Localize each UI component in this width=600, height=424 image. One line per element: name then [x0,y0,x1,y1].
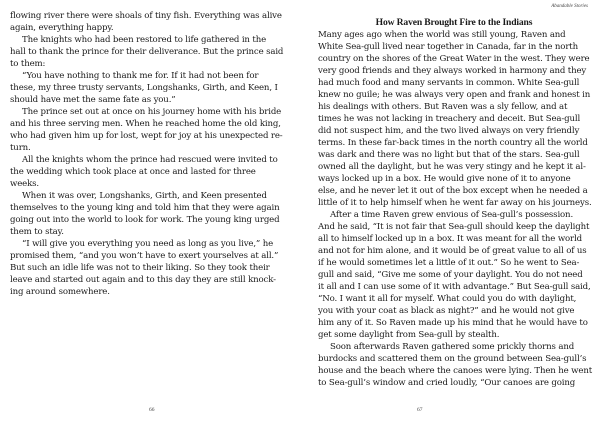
text-line: And he said, “It is not fair that Sea-gull should keep the daylight [318,222,590,232]
text-line: The prince set out at once on his journey home with his bride [22,107,282,117]
right-page-body [318,17,593,389]
text-line: who had given him up for lost, wept for joy at his unexpected re- [10,131,283,141]
text-line: little of it to help himself when he went far away on his journeys. [318,198,592,208]
text-line: and his three serving men. When he reached home the old king, [10,119,281,129]
text-line: all to himself locked up in a box. It was meant for all the world [318,234,582,244]
story-title: How Raven Brought Fire to the Indians [375,17,533,28]
text-line: knew no guile; he was always very open and frank and honest in [318,90,591,100]
running-head: Abandable Stories [551,4,588,9]
text-line: flowing river there were shoals of tiny fish. Everything was alive [10,11,282,21]
text-line: if he would sometimes let a little of it out.” So he went to Sea- [318,258,580,268]
right-page [300,0,600,424]
text-line: After a time Raven grew envious of Sea-gull’s possession. [330,210,574,220]
text-line: the wedding which took place at once and lasted for three [10,167,256,177]
text-line: themselves to the young king and told him that they were again [10,203,280,213]
text-line: Many ages ago when the world was still young, Raven and [318,30,566,40]
text-line: these, my three trusty servants, Longshanks, Girth, and Keen, I [10,83,278,93]
text-line: hall to thank the prince for their deliverance. But the prince said [10,47,284,57]
text-line: When it was over, Longshanks, Girth, and Keen presented [22,191,267,201]
text-line: promised them, “and you won’t have to exert yourselves at all.” [10,251,279,261]
text-line: ing around somewhere. [10,287,110,297]
text-line: did not suspect him, and the two lived always on very friendly [318,126,580,136]
text-line: “No. I want it all for myself. What could you do with daylight, [318,294,577,304]
right-page-number: 67 [417,407,423,413]
text-line: them to stay. [10,227,64,237]
text-line: turn. [10,143,31,153]
text-line: it all and I can use some of it with advantage.” But Sea-gull said, [318,282,591,292]
text-line: and not for him alone, and it would be of great value to all of us [318,246,587,256]
text-line: going out into the world to look for work. The young king urged [10,215,280,225]
text-line: get some daylight from Sea-gull by stealth. [318,330,500,340]
text-line: Soon afterwards Raven gathered some prickly thorns and [330,342,575,352]
text-line: weeks. [10,179,39,189]
left-page-number: 66 [149,407,155,413]
text-line: But such an idle life was not to their liking. So they took their [10,263,270,273]
text-line: to Sea-gull’s window and cried loudly, “Our canoes are going [318,378,576,388]
text-line: you with your coat as black as night?” and he would not give [318,306,575,316]
text-line: All the knights whom the prince had rescued were invited to [22,155,278,165]
text-line: else, and he never let it out of the box except when he needed a [318,186,588,196]
text-line: country on the shores of the Great Water in the west. They were [318,54,590,64]
text-line: had much food and many servants in common. White Sea-gull [318,78,580,88]
text-line: to them: [10,59,46,69]
text-line: ways locked up in a box. He would give none of it to anyone [318,174,571,184]
text-line: again, everything happy. [10,23,114,33]
text-line: leave and started out again and to this day they are still knock- [10,275,276,285]
text-line: was dark and there was no light but that of the stars. Sea-gull [318,150,580,160]
text-line: house and the beach where the canoes were lying. Then he went [318,366,593,376]
text-line: “You have nothing to thank me for. If it had not been for [22,71,259,81]
text-line: times he was not lacking in treachery and deceit. But Sea-gull [318,114,581,124]
text-line: burdocks and scattered them on the ground between Sea-gull’s [318,354,587,364]
text-line: “I will give you everything you need as long as you live,” he [22,239,274,249]
text-line: The knights who had been restored to life gathered in the [22,35,267,45]
text-line: terms. In these far-back times in the north country all the world [318,138,588,148]
text-line: owned all the daylight, but he was very stingy and he kept it al- [318,162,586,172]
left-page-body [10,10,293,298]
text-line: should have met the same fate as you.” [10,95,176,105]
text-line: him any of it. So Raven made up his mind that he would have to [318,318,588,328]
text-line: very good friends and they always worked in harmony and they [318,66,587,76]
text-line: his dealings with others. But Raven was a sly fellow, and at [318,102,568,112]
text-line: gull and said, “Give me some of your daylight. You do not need [318,270,583,280]
text-line: White Sea-gull lived near together in Canada, far in the north [318,42,578,52]
